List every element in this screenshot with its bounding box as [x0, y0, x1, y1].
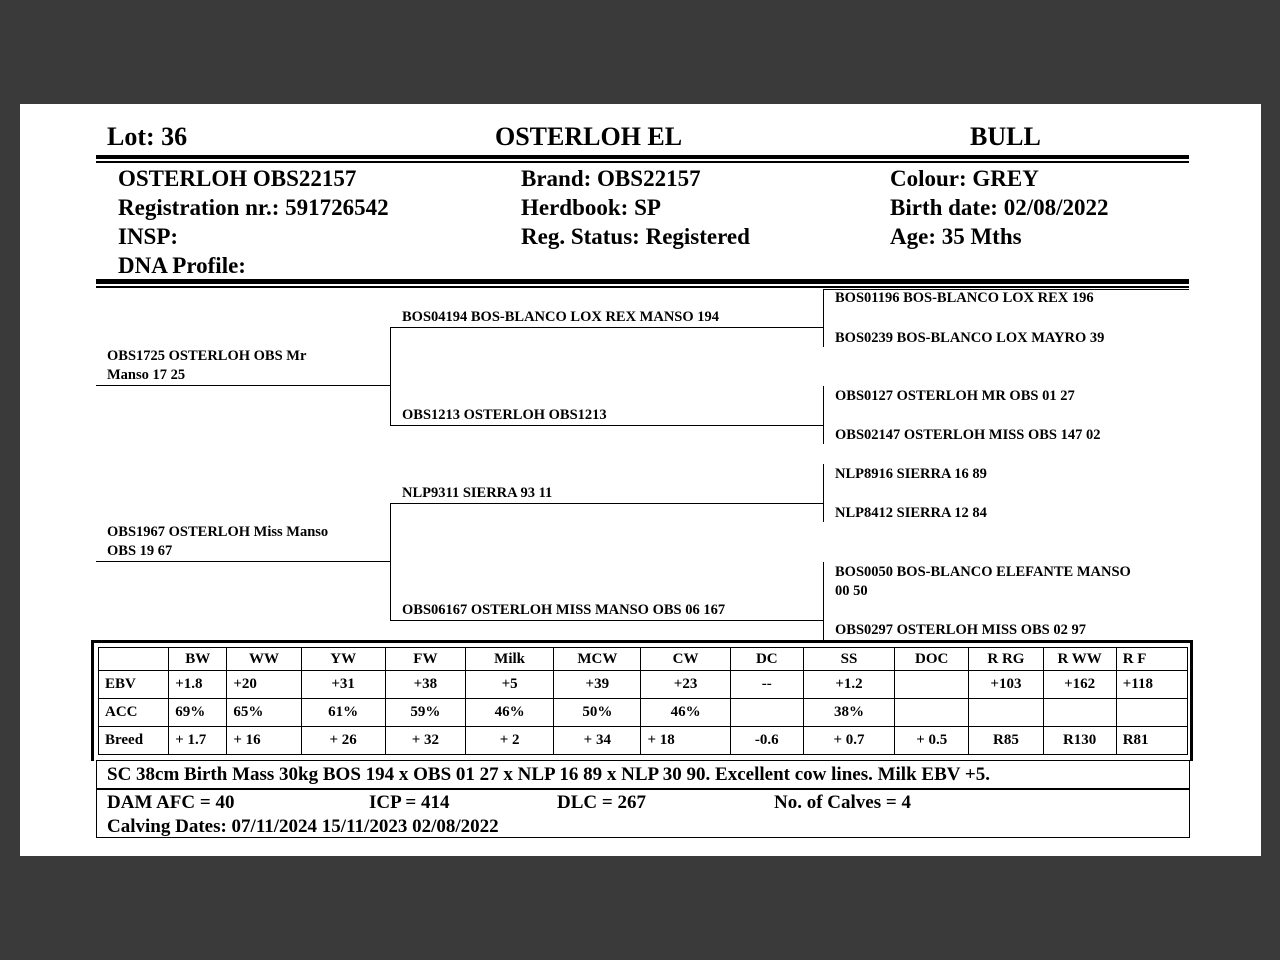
breed-cell: + 34	[554, 727, 641, 755]
acc-cell	[1043, 699, 1116, 727]
ebv-cell: +103	[969, 671, 1043, 699]
acc-cell: ACC	[99, 699, 169, 727]
ped-line-sire	[96, 385, 390, 386]
breed-cell: R85	[969, 727, 1043, 755]
ped-sds: OBS0127 OSTERLOH MR OBS 01 27	[835, 388, 1075, 404]
breed-cell: -0.6	[730, 727, 803, 755]
ebv-header-cell: R F	[1116, 648, 1187, 671]
dam-stats-box	[96, 788, 1190, 838]
ebv-header-cell: BW	[169, 648, 227, 671]
info-rule-bottom	[96, 286, 1189, 288]
ebv-header-cell: FW	[385, 648, 465, 671]
breed-cell: R130	[1043, 727, 1116, 755]
ped-line-dd	[390, 620, 823, 621]
ebv-cell: +5	[465, 671, 553, 699]
acc-row	[99, 699, 1188, 727]
info-birth-date: Birth date: 02/08/2022	[890, 195, 1109, 220]
ebv-header-cell: MCW	[554, 648, 641, 671]
acc-cell: 50%	[554, 699, 641, 727]
ped-bracket-sire	[390, 327, 391, 425]
ebv-cell: +1.2	[803, 671, 894, 699]
ebv-header-cell: YW	[301, 648, 385, 671]
breed-cell: R81	[1116, 727, 1187, 755]
breed-cell: + 16	[227, 727, 301, 755]
acc-cell	[895, 699, 969, 727]
header-rule-top	[96, 155, 1189, 159]
ebv-header-cell: SS	[803, 648, 894, 671]
ped-line-sd	[390, 425, 823, 426]
header-rule-bottom	[96, 161, 1189, 163]
ebv-cell: +31	[301, 671, 385, 699]
ped-sire-dam: OBS1213 OSTERLOH OBS1213	[402, 407, 607, 423]
acc-cell: 46%	[641, 699, 730, 727]
acc-cell: 38%	[803, 699, 894, 727]
ebv-header-cell: DC	[730, 648, 803, 671]
ped-bracket-ds	[823, 464, 824, 522]
ped-dam-sire: NLP9311 SIERRA 93 11	[402, 485, 553, 501]
acc-cell: 65%	[227, 699, 301, 727]
ebv-cell: +38	[385, 671, 465, 699]
ped-bracket-ss	[823, 289, 824, 347]
info-dna: DNA Profile:	[118, 253, 246, 278]
ped-dds: BOS0050 BOS-BLANCO ELEFANTE MANSO 00 50	[835, 564, 1131, 599]
info-age: Age: 35 Mths	[890, 224, 1022, 249]
ped-dsd: NLP8412 SIERRA 12 84	[835, 505, 987, 521]
ped-line-dam	[96, 561, 390, 562]
breed-cell: Breed	[99, 727, 169, 755]
ebv-table	[98, 647, 1188, 755]
acc-cell	[1116, 699, 1187, 727]
info-insp: INSP:	[118, 224, 179, 249]
ebv-cell: +39	[554, 671, 641, 699]
ebv-header-cell: DOC	[895, 648, 969, 671]
ped-line-ss	[390, 327, 823, 328]
dam-dlc: DLC = 267	[557, 792, 646, 813]
acc-cell	[730, 699, 803, 727]
dam-icp: ICP = 414	[369, 792, 450, 813]
breed-cell: + 1.7	[169, 727, 227, 755]
info-registration: Registration nr.: 591726542	[118, 195, 389, 220]
ebv-cell: +162	[1043, 671, 1116, 699]
notes-box	[96, 760, 1190, 790]
lot-sheet	[20, 104, 1261, 856]
ebv-header-row	[99, 648, 1188, 671]
notes-text: SC 38cm Birth Mass 30kg BOS 194 x OBS 01 27 x NLP 16 89 x NLP 30 90. Excellent cow lines. Milk EBV +5.	[107, 764, 990, 785]
acc-cell: 61%	[301, 699, 385, 727]
ebv-cell: --	[730, 671, 803, 699]
dam-afc: DAM AFC = 40	[107, 792, 235, 813]
lot-number: Lot: 36	[107, 122, 188, 151]
breed-cell: + 18	[641, 727, 730, 755]
info-reg-status: Reg. Status: Registered	[521, 224, 750, 249]
ebv-header-cell: Milk	[465, 648, 553, 671]
ped-bracket-dam	[390, 503, 391, 620]
ebv-row	[99, 671, 1188, 699]
ped-dam: OBS1967 OSTERLOH Miss Manso OBS 19 67	[107, 524, 329, 559]
breed-row	[99, 727, 1188, 755]
info-rule-top	[96, 279, 1189, 284]
info-name: OSTERLOH OBS22157	[118, 166, 357, 191]
ebv-header-cell: R RG	[969, 648, 1043, 671]
ped-sdd: OBS02147 OSTERLOH MISS OBS 147 02	[835, 427, 1101, 443]
ped-dss: NLP8916 SIERRA 16 89	[835, 466, 987, 482]
ped-dam-dam: OBS06167 OSTERLOH MISS MANSO OBS 06 167	[402, 602, 726, 618]
info-herdbook: Herdbook: SP	[521, 195, 661, 220]
info-colour: Colour: GREY	[890, 166, 1039, 191]
ped-ddd: OBS0297 OSTERLOH MISS OBS 02 97	[835, 622, 1086, 638]
acc-cell	[969, 699, 1043, 727]
ebv-cell	[895, 671, 969, 699]
breed-cell: + 26	[301, 727, 385, 755]
info-brand: Brand: OBS22157	[521, 166, 701, 191]
ebv-cell: EBV	[99, 671, 169, 699]
acc-cell: 59%	[385, 699, 465, 727]
ped-sire: OBS1725 OSTERLOH OBS Mr Manso 17 25	[107, 348, 307, 383]
ped-bracket-dd	[823, 562, 824, 642]
ped-bracket-sd	[823, 386, 824, 444]
animal-sex: BULL	[970, 122, 1041, 151]
ebv-header-cell: R WW	[1043, 648, 1116, 671]
breed-cell: + 2	[465, 727, 553, 755]
ebv-header-cell	[99, 648, 169, 671]
calving-dates: Calving Dates: 07/11/2024 15/11/2023 02/08/2022	[107, 816, 499, 837]
ebv-cell: +23	[641, 671, 730, 699]
breed-cell: + 0.7	[803, 727, 894, 755]
ebv-header-cell: CW	[641, 648, 730, 671]
dam-calves: No. of Calves = 4	[774, 792, 911, 813]
animal-name: OSTERLOH EL	[495, 122, 683, 151]
acc-cell: 46%	[465, 699, 553, 727]
ped-sss: BOS01196 BOS-BLANCO LOX REX 196	[835, 290, 1094, 306]
acc-cell: 69%	[169, 699, 227, 727]
breed-cell: + 32	[385, 727, 465, 755]
breed-cell: + 0.5	[895, 727, 969, 755]
ebv-cell: +1.8	[169, 671, 227, 699]
ped-sire-sire: BOS04194 BOS-BLANCO LOX REX MANSO 194	[402, 309, 720, 325]
ped-line-ds	[390, 503, 823, 504]
ebv-cell: +118	[1116, 671, 1187, 699]
ebv-cell: +20	[227, 671, 301, 699]
ebv-header-cell: WW	[227, 648, 301, 671]
ped-ssd: BOS0239 BOS-BLANCO LOX MAYRO 39	[835, 330, 1105, 346]
